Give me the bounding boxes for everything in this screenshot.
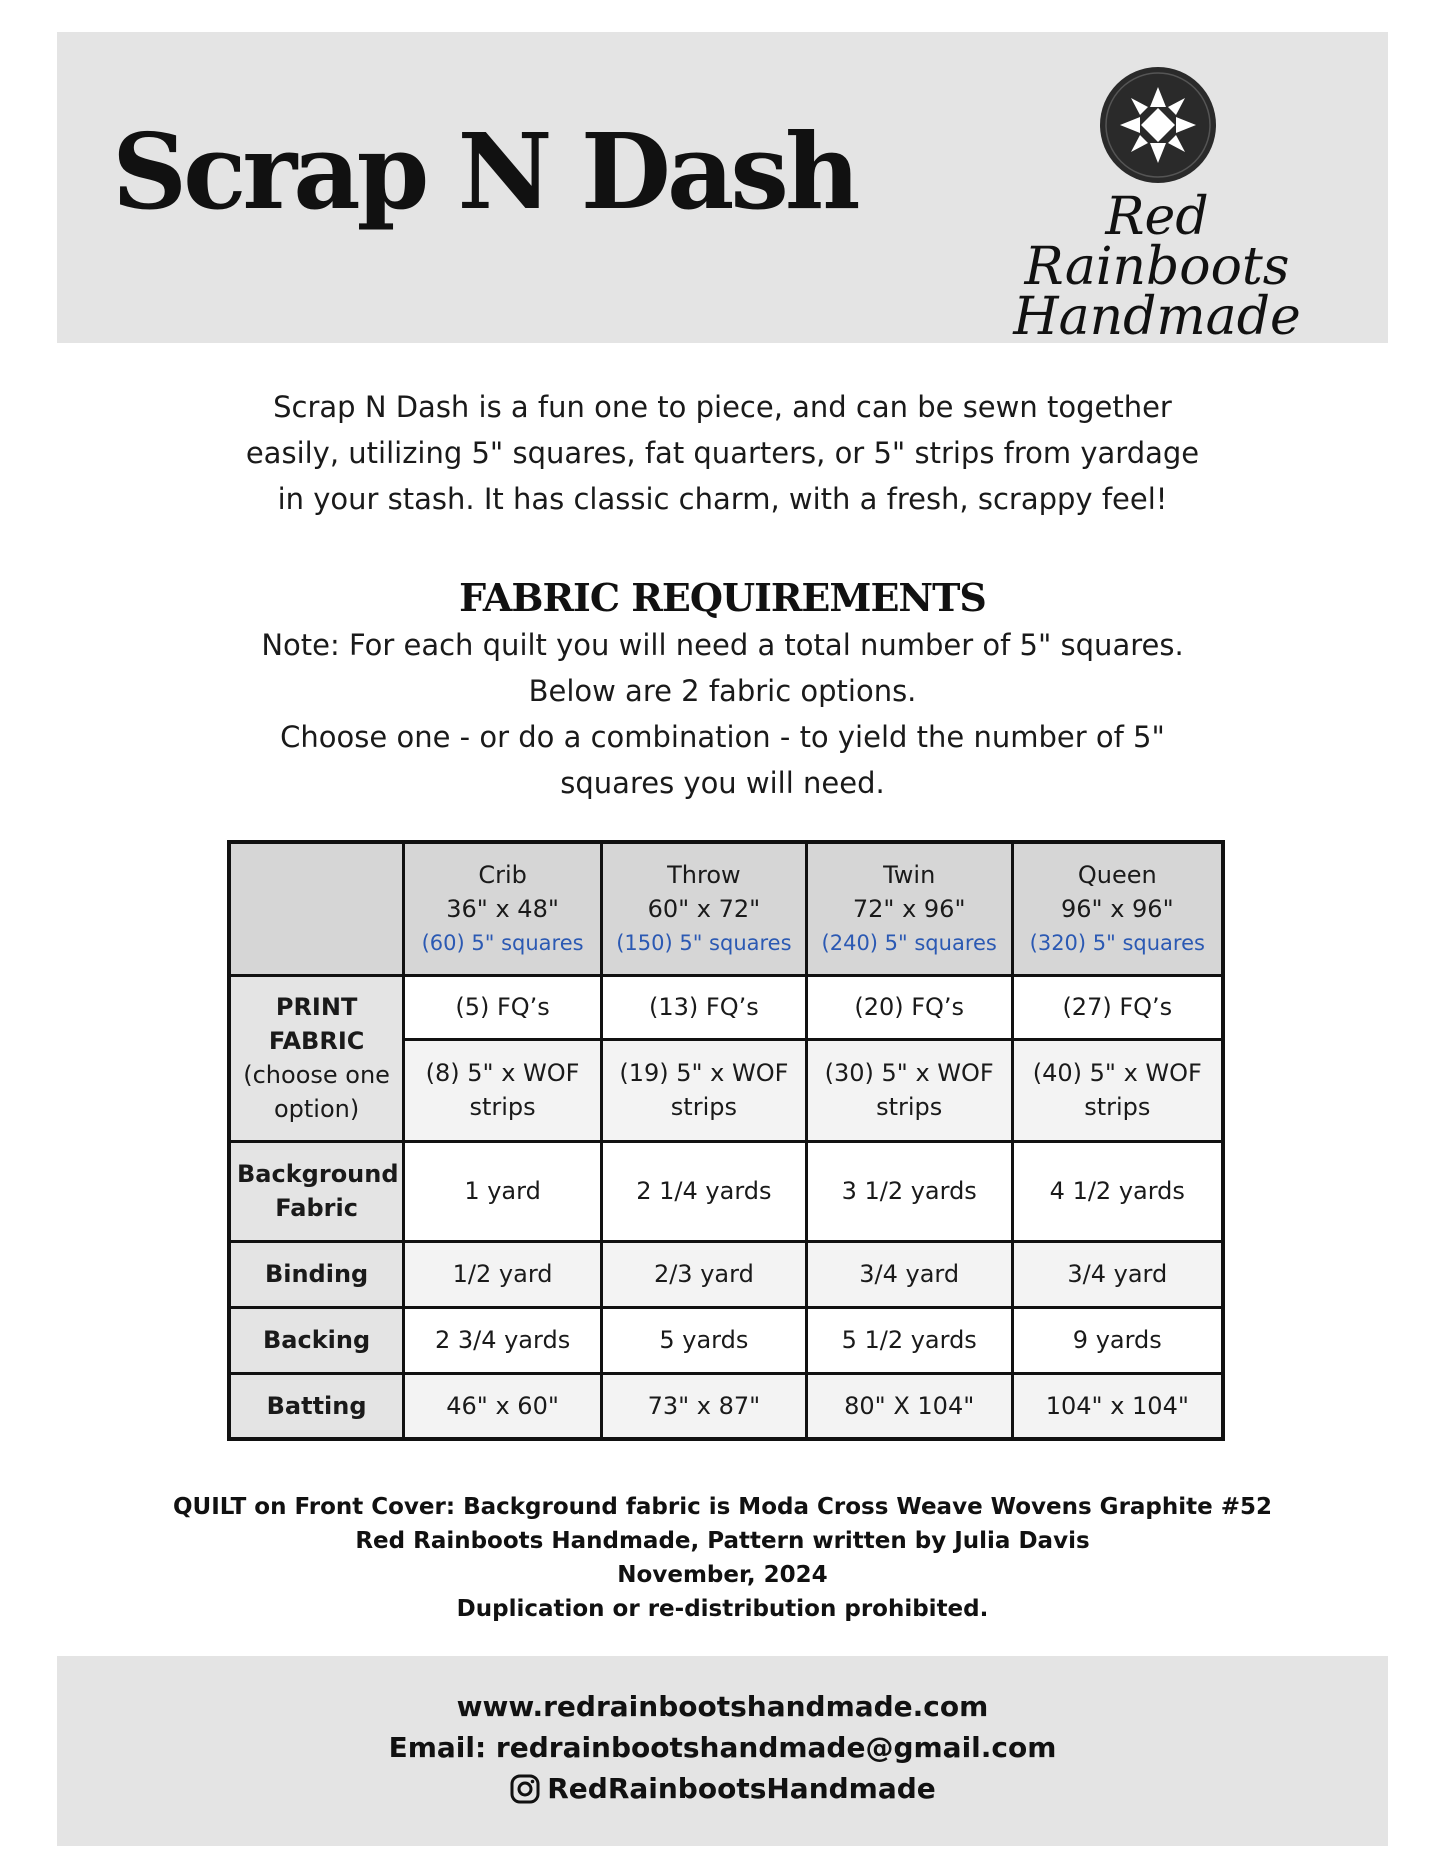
page-title: Scrap N Dash bbox=[112, 110, 857, 233]
note-line: squares you will need. bbox=[560, 766, 885, 800]
brand-line: Handmade bbox=[1013, 287, 1301, 347]
note-line: Choose one - or do a combination - to yield the number of 5" bbox=[280, 720, 1165, 754]
table-cell: 46" x 60" bbox=[404, 1373, 602, 1439]
intro-paragraph bbox=[200, 384, 1245, 522]
row-label-print-fabric: PRINT FABRIC (choose one option) bbox=[229, 975, 404, 1141]
table-cell: (40) 5" x WOF strips bbox=[1012, 1039, 1223, 1141]
table-cell: (19) 5" x WOF strips bbox=[601, 1039, 806, 1141]
note-line: Below are 2 fabric options. bbox=[528, 674, 917, 708]
table-cell: (5) FQ’s bbox=[404, 975, 602, 1039]
table-row bbox=[229, 1307, 1223, 1373]
table-row bbox=[229, 1373, 1223, 1439]
website-link[interactable]: www.redrainbootshandmade.com bbox=[456, 1690, 989, 1723]
table-cell: 5 1/2 yards bbox=[806, 1307, 1012, 1373]
size-header-queen: Queen 96" x 96" (320) 5" squares bbox=[1012, 842, 1223, 975]
row-label-backing: Backing bbox=[229, 1307, 404, 1373]
credits-line: QUILT on Front Cover: Background fabric is Moda Cross Weave Wovens Graphite #52 bbox=[172, 1494, 1273, 1520]
table-header-row bbox=[229, 842, 1223, 975]
table-row bbox=[229, 975, 1223, 1039]
size-header-twin: Twin 72" x 96" (240) 5" squares bbox=[806, 842, 1012, 975]
email-link[interactable]: Email: redrainbootshandmade@gmail.com bbox=[388, 1731, 1057, 1764]
credits-line: November, 2024 bbox=[617, 1562, 828, 1588]
table-cell: 2 3/4 yards bbox=[404, 1307, 602, 1373]
table-cell: 3/4 yard bbox=[1012, 1241, 1223, 1307]
table-cell: 4 1/2 yards bbox=[1012, 1141, 1223, 1241]
brand-line: Red Rainboots bbox=[1024, 187, 1290, 297]
footer-banner bbox=[57, 1656, 1388, 1846]
table-corner-cell bbox=[229, 842, 404, 975]
header-banner bbox=[57, 32, 1388, 347]
table-cell: 1 yard bbox=[404, 1141, 602, 1241]
instagram-icon bbox=[509, 1773, 541, 1805]
table-cell: 80" X 104" bbox=[806, 1373, 1012, 1439]
fabric-requirements-table bbox=[227, 840, 1225, 1441]
size-header-throw: Throw 60" x 72" (150) 5" squares bbox=[601, 842, 806, 975]
table-cell: (8) 5" x WOF strips bbox=[404, 1039, 602, 1141]
table-cell: (13) FQ’s bbox=[601, 975, 806, 1039]
star-quilt-logo-icon bbox=[1098, 65, 1218, 185]
brand-wordmark bbox=[977, 187, 1337, 347]
section-title: FABRIC REQUIREMENTS bbox=[459, 575, 986, 620]
table-cell: 1/2 yard bbox=[404, 1241, 602, 1307]
intro-line: Scrap N Dash is a fun one to piece, and can be sewn together bbox=[273, 390, 1172, 424]
table-row bbox=[229, 1241, 1223, 1307]
instagram-handle: RedRainbootsHandmade bbox=[547, 1772, 936, 1805]
table-cell: 9 yards bbox=[1012, 1307, 1223, 1373]
table-row bbox=[229, 1141, 1223, 1241]
table-cell: 3/4 yard bbox=[806, 1241, 1012, 1307]
table-cell: 3 1/2 yards bbox=[806, 1141, 1012, 1241]
requirements-note bbox=[150, 622, 1295, 806]
table-cell: 2 1/4 yards bbox=[601, 1141, 806, 1241]
table-cell: (27) FQ’s bbox=[1012, 975, 1223, 1039]
contact-info bbox=[57, 1686, 1388, 1816]
table-cell: (20) FQ’s bbox=[806, 975, 1012, 1039]
instagram-link[interactable] bbox=[509, 1768, 936, 1809]
credits-line: Duplication or re-distribution prohibited. bbox=[456, 1596, 989, 1622]
row-label-batting: Batting bbox=[229, 1373, 404, 1439]
credits-block bbox=[100, 1490, 1345, 1626]
table-cell: 73" x 87" bbox=[601, 1373, 806, 1439]
row-label-background: Background Fabric bbox=[229, 1141, 404, 1241]
size-header-crib: Crib 36" x 48" (60) 5" squares bbox=[404, 842, 602, 975]
row-label-binding: Binding bbox=[229, 1241, 404, 1307]
intro-line: easily, utilizing 5" squares, fat quarters, or 5" strips from yardage bbox=[245, 436, 1200, 470]
table-cell: (30) 5" x WOF strips bbox=[806, 1039, 1012, 1141]
table-cell: 2/3 yard bbox=[601, 1241, 806, 1307]
note-line: Note: For each quilt you will need a total number of 5" squares. bbox=[261, 628, 1184, 662]
table-cell: 104" x 104" bbox=[1012, 1373, 1223, 1439]
table-cell: 5 yards bbox=[601, 1307, 806, 1373]
intro-line: in your stash. It has classic charm, with a fresh, scrappy feel! bbox=[277, 482, 1168, 516]
credits-line: Red Rainboots Handmade, Pattern written by Julia Davis bbox=[355, 1528, 1090, 1554]
